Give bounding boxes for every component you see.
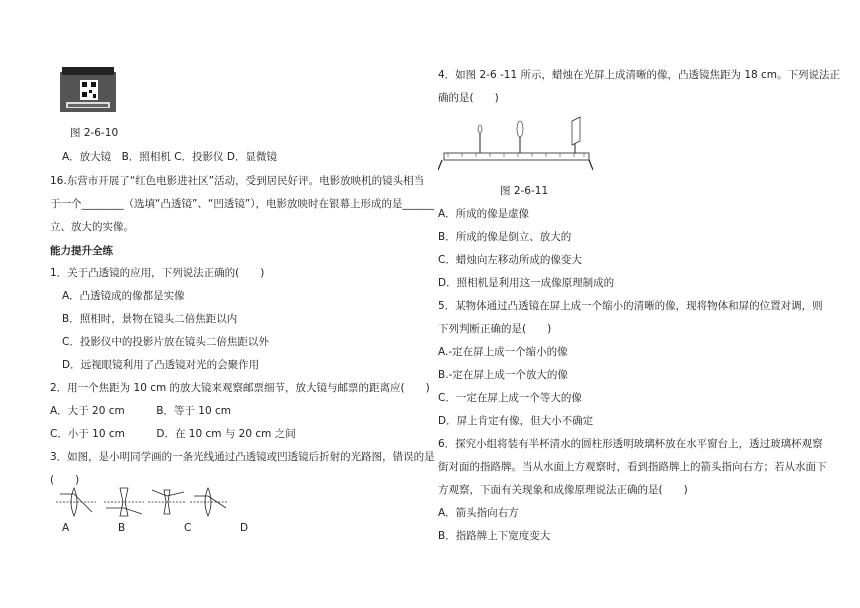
q6-line3: 方观察，下面有关现象和成像原理说法正确的是( ) xyxy=(438,484,688,496)
q2-options-ab: A．大于 20 cm B．等于 10 cm xyxy=(50,405,231,417)
q6-line2: 街对面的指路牌。当从水面上方观察时，看到指路牌上的箭头指向右方；若从水面下 xyxy=(438,461,827,473)
ray-diagram-d xyxy=(190,488,228,516)
q4-option-c: C．蜡烛向左移动所成的像变大 xyxy=(438,254,582,266)
q4-option-d: D．照相机是利用这一成像原理制成的 xyxy=(438,277,615,289)
q1-option-d: D．远视眼镜利用了凸透镜对光的会聚作用 xyxy=(62,359,260,371)
q5-option-a: A.-定在屏上成一个缩小的像 xyxy=(438,346,568,358)
q1-stem: 1．关于凸透镜的应用，下列说法正确的( ) xyxy=(50,267,265,279)
q3-label-d: D xyxy=(240,522,249,534)
q4-option-b: B．所成的像是倒立、放大的 xyxy=(438,231,572,243)
q1-option-b: B．照相时，景物在镜头二倍焦距以内 xyxy=(62,313,238,325)
q3-label-c: C xyxy=(184,522,192,534)
q5-option-c: C．一定在屏上成一个等大的像 xyxy=(438,392,582,404)
q5-line2: 下列判断正确的是( ) xyxy=(438,323,552,335)
q3-label-b: B xyxy=(118,522,126,534)
q6-option-a: A．箭头指向右方 xyxy=(438,507,519,519)
q15-options: A．放大镜 B．照相机 C．投影仪 D．显微镜 xyxy=(62,151,277,163)
q3-line2: ( ) xyxy=(50,474,80,486)
q3-ray-diagrams xyxy=(56,486,286,518)
q1-option-a: A．凸透镜成的像都是实像 xyxy=(62,290,185,302)
figure-caption: 图 2-6-10 xyxy=(70,127,119,139)
q4-line1: 4．如图 2-6 -11 所示，蜡烛在光屏上成清晰的像，凸透镜焦距为 18 cm。下列说法正 xyxy=(438,69,841,81)
q5-option-b: B.-定在屏上成一个放大的像 xyxy=(438,369,568,381)
q3-label-a: A xyxy=(62,522,70,534)
ray-diagram-a xyxy=(56,488,96,516)
q16-line2: 于一个________（选填“凸透镜”、“凹透镜”），电影放映时在银幕上形成的是______ xyxy=(50,198,435,210)
optical-bench-figure xyxy=(438,115,593,175)
q4-option-a: A．所成的像是虚像 xyxy=(438,208,530,220)
q16-line3: 立、放大的实像。 xyxy=(50,221,134,233)
q6-line1: 6．探究小组将装有半杯清水的圆柱形透明玻璃杯放在水平窗台上，透过玻璃杯观察 xyxy=(438,438,823,450)
ray-diagram-b xyxy=(104,488,144,516)
q2-stem: 2．用一个焦距为 10 cm 的放大镜来观察邮票细节，放大镜与邮票的距离应( ) xyxy=(50,382,430,394)
figure-caption-2-6-11: 图 2-6-11 xyxy=(500,185,549,197)
figure-2-6-10-image xyxy=(58,64,118,117)
q5-option-d: D．屏上肯定有像，但大小不确定 xyxy=(438,415,594,427)
section-title: 能力提升全练 xyxy=(50,245,113,257)
q16-line1: 16.东营市开展了“红色电影进社区”活动，受到居民好评。电影放映机的镜头相当 xyxy=(50,175,425,187)
q5-line1: 5．某物体通过凸透镜在屏上成一个缩小的清晰的像，现将物体和屏的位置对调，则 xyxy=(438,300,823,312)
q6-option-b: B．指路牌上下宽度变大 xyxy=(438,530,551,542)
ray-diagram-c xyxy=(148,490,186,514)
q4-line2: 确的是( ) xyxy=(438,92,499,104)
q2-options-cd: C．小于 10 cm D．在 10 cm 与 20 cm 之间 xyxy=(50,428,296,440)
q1-option-c: C．投影仪中的投影片放在镜头二倍焦距以外 xyxy=(62,336,269,348)
q3-line1: 3．如图，是小明同学画的一条光线通过凸透镜或凹透镜后折射的光路图，错误的是 xyxy=(50,451,435,463)
